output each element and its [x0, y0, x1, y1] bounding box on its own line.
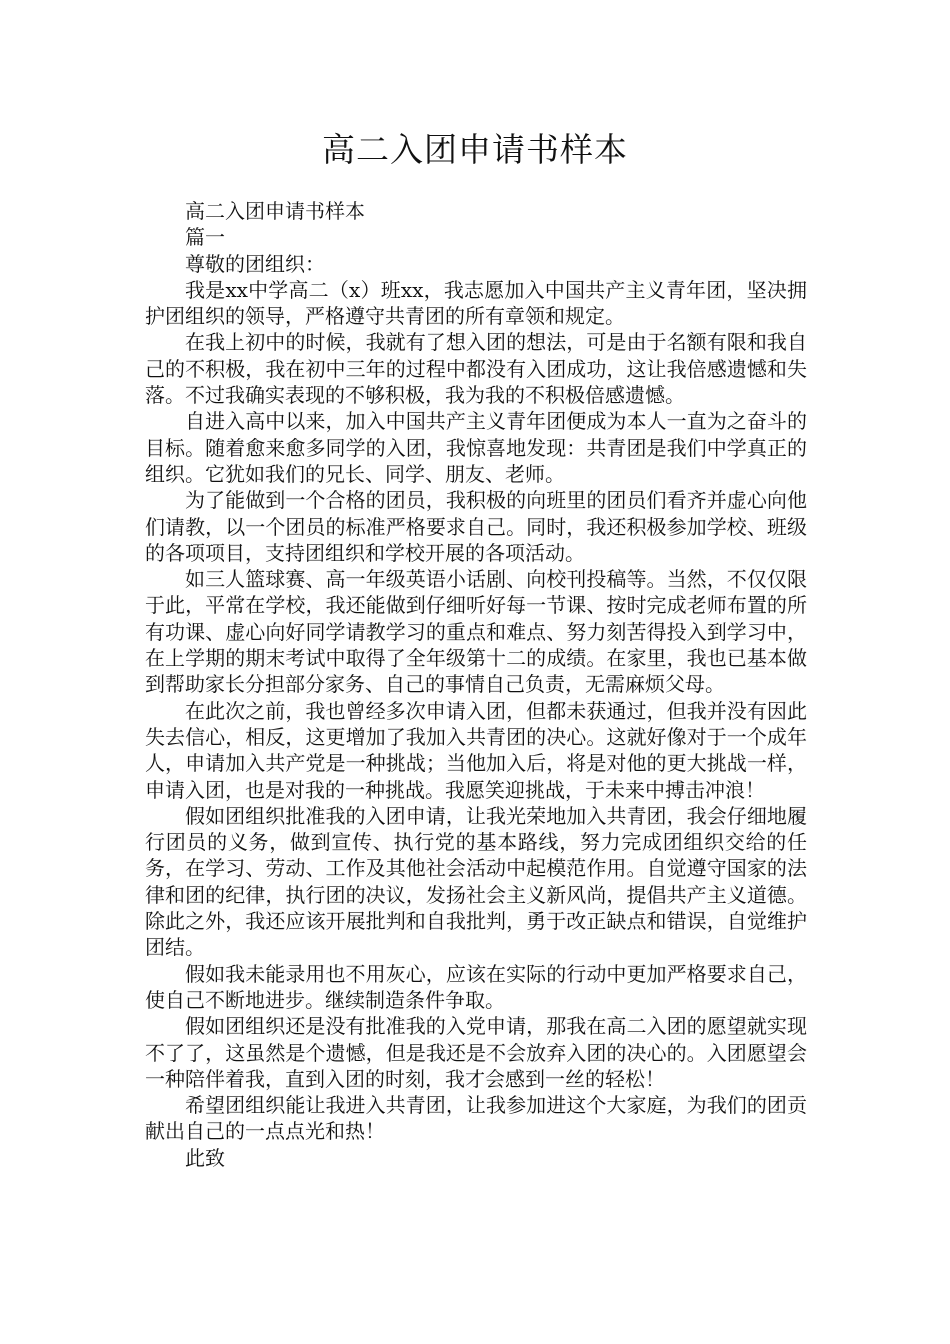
- paragraph-5: 如三人篮球赛、高一年级英语小话剧、向校刊投稿等。当然，不仅仅限于此，平常在学校，我还能做到仔细听好每一节课、按时完成老师布置的所有功课、虚心向好同学请教学习的重点和难点、努力刻苦得投入到学习中，在上学期的期末考试中取得了全年级第十二的成绩。在家里，我也已基本做到帮助家长分担部分家务、自己的事情自己负责，无需麻烦父母。: [145, 567, 807, 697]
- paragraph-9: 假如团组织还是没有批准我的入党申请，那我在高二入团的愿望就实现不了了，这虽然是个遗憾，但是我还是不会放弃入团的决心的。入团愿望会一种陪伴着我，直到入团的时刻，我才会感到一丝的轻松！: [145, 1014, 807, 1091]
- paragraph-1: 我是xx中学高二（x）班xx，我志愿加入中国共产主义青年团，坚决拥护团组织的领导，严格遵守共青团的所有章领和规定。: [145, 277, 807, 329]
- paragraph-8: 假如我未能录用也不用灰心，应该在实际的行动中更加严格要求自己，使自己不断地进步。继续制造条件争取。: [145, 961, 807, 1012]
- closing: 此致: [185, 1145, 225, 1170]
- document-body: [145, 198, 807, 1171]
- paragraph-7: 假如团组织批准我的入团申请，让我光荣地加入共青团，我会仔细地履行团员的义务，做到宣传、执行党的基本路线，努力完成团组织交给的任务，在学习、劳动、工作及其他社会活动中起模范作用。自觉遵守国家的法律和团的纪律，执行团的决议，发扬社会主义新风尚，提倡共产主义道德。除此之外，我还应该开展批判和自我批判，勇于改正缺点和错误，自觉维护团结。: [145, 803, 807, 960]
- paragraph-3: 自进入高中以来，加入中国共产主义青年团便成为本人一直为之奋斗的目标。随着愈来愈多同学的入团，我惊喜地发现：共青团是我们中学真正的组织。它犹如我们的兄长、同学、朋友、老师。: [145, 409, 807, 486]
- document-title: 高二入团申请书样本: [322, 130, 628, 169]
- paragraph-6: 在此次之前，我也曾经多次申请入团，但都未获通过，但我并没有因此失去信心，相反，这更增加了我加入共青团的决心。这就好像对于一个成年人，申请加入共产党是一种挑战；当他加入后，将是对他的更大挑战一样，申请入团，也是对我的一种挑战。我愿笑迎挑战，于未来中搏击冲浪！: [145, 698, 807, 802]
- section-label: 篇一: [185, 225, 225, 250]
- salutation: 尊敬的团组织：: [185, 251, 325, 276]
- paragraph-10: 希望团组织能让我进入共青团，让我参加进这个大家庭，为我们的团贡献出自己的一点点光和热！: [145, 1093, 807, 1144]
- paragraph-4: 为了能做到一个合格的团员，我积极的向班里的团员们看齐并虚心向他们请教，以一个团员的标准严格要求自己。同时，我还积极参加学校、班级的各项项目，支持团组织和学校开展的各项活动。: [145, 488, 807, 565]
- inner-title: 高二入团申请书样本: [185, 199, 365, 223]
- paragraph-2: 在我上初中的时候，我就有了想入团的想法，可是由于名额有限和我自己的不积极，我在初中三年的过程中都没有入团成功，这让我倍感遗憾和失落。不过我确实表现的不够积极，我为我的不积极倍感遗憾。: [145, 330, 807, 408]
